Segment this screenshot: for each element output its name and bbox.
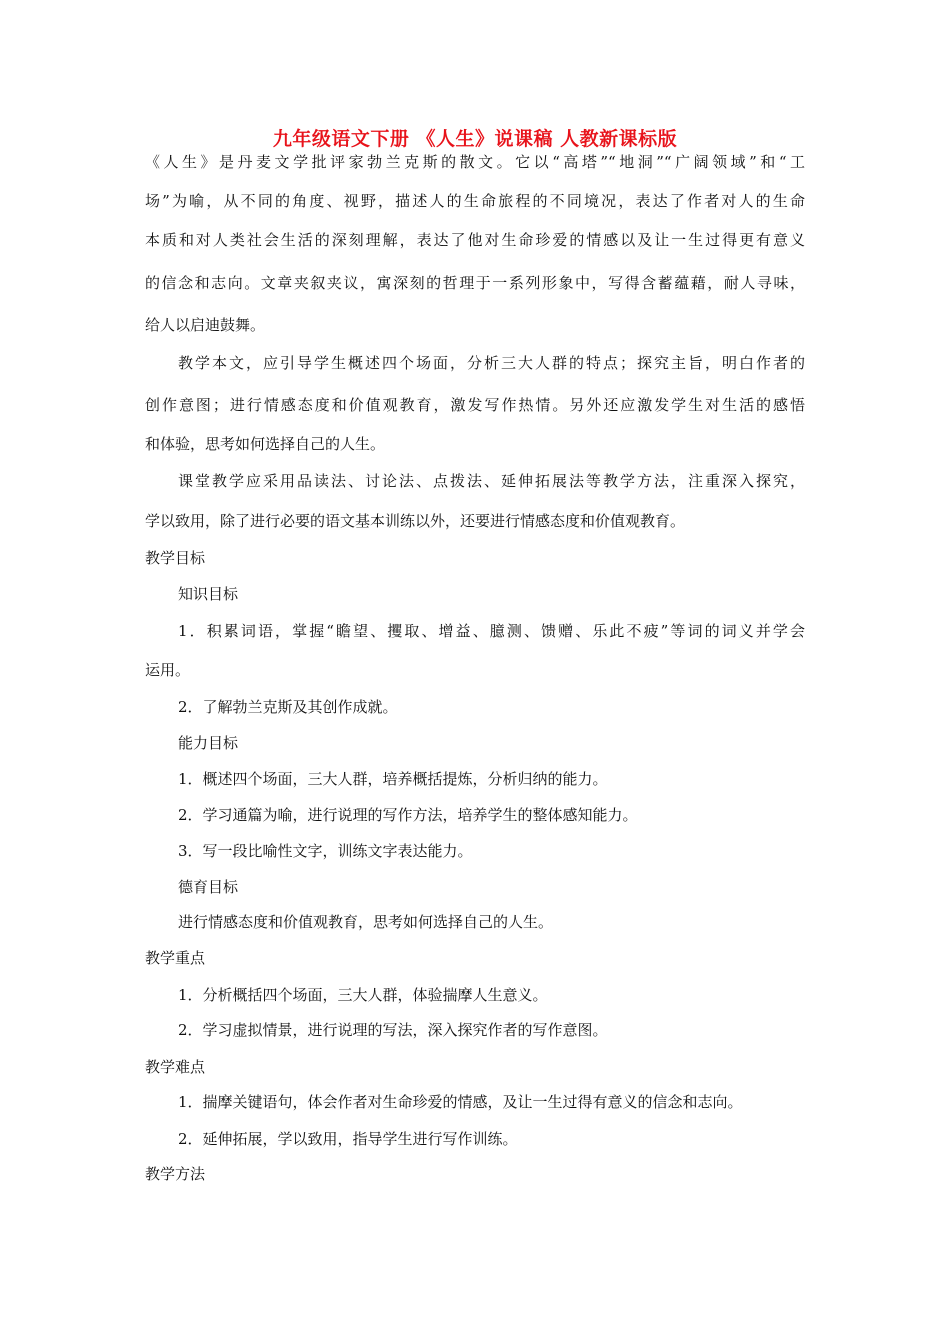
ability-item-3: 3．写一段比喻性文字，训练文字表达能力。 [178,842,473,860]
para2-line-3: 和体验，思考如何选择自己的人生。 [145,435,386,453]
para2-line-2: 创作意图；进行情感态度和价值观教育，激发写作热情。另外还应激发学生对生活的感悟 [145,396,805,414]
difficulty-1: 1．揣摩关键语句，体会作者对生命珍爱的情感，及让一生过得有意义的信念和志向。 [178,1093,743,1111]
intro-line-3: 本质和对人类社会生活的深刻理解，表达了他对生命珍爱的情感以及让一生过得更有意义 [145,231,805,249]
heading-moral-goals: 德育目标 [178,878,239,896]
knowledge-item-1-cont: 运用。 [145,661,191,679]
para2-line-1: 教学本文，应引导学生概述四个场面，分析三大人群的特点；探究主旨，明白作者的 [178,354,805,372]
intro-line-2: 场”为喻，从不同的角度、视野，描述人的生命旅程的不同境况，表达了作者对人的生命 [145,192,805,210]
heading-key-points: 教学重点 [145,949,206,967]
document-title: 九年级语文下册 《人生》说课稿 人教新课标版 [272,128,678,150]
ability-item-1: 1．概述四个场面，三大人群，培养概括提炼，分析归纳的能力。 [178,770,608,788]
key-point-2: 2．学习虚拟情景，进行说理的写法，深入探究作者的写作意图。 [178,1021,608,1039]
heading-knowledge-goals: 知识目标 [178,585,239,603]
heading-methods: 教学方法 [145,1165,206,1183]
para3-line-1: 课堂教学应采用品读法、讨论法、点拨法、延伸拓展法等教学方法，注重深入探究， [178,472,805,490]
key-point-1: 1．分析概括四个场面，三大人群，体验揣摩人生意义。 [178,986,548,1004]
knowledge-item-1: 1．积累词语，掌握“瞻望、攫取、增益、臆测、馈赠、乐此不疲”等词的词义并学会 [178,622,805,640]
ability-item-2: 2．学习通篇为喻，进行说理的写作方法，培养学生的整体感知能力。 [178,806,638,824]
heading-difficulties: 教学难点 [145,1058,206,1076]
heading-ability-goals: 能力目标 [178,734,239,752]
intro-line-4: 的信念和志向。文章夹叙夹议，寓深刻的哲理于一系列形象中，写得含蓄蕴藉，耐人寻味， [145,274,805,292]
intro-line-1: 《人生》是丹麦文学批评家勃兰克斯的散文。它以“高塔”“地洞”“广阔领域”和“工 [145,153,805,171]
difficulty-2: 2．延伸拓展，学以致用，指导学生进行写作训练。 [178,1130,518,1148]
knowledge-item-2: 2．了解勃兰克斯及其创作成就。 [178,698,398,716]
heading-goals: 教学目标 [145,549,206,567]
moral-item-1: 进行情感态度和价值观教育，思考如何选择自己的人生。 [178,913,554,931]
intro-line-5: 给人以启迪鼓舞。 [145,316,266,334]
para3-line-2: 学以致用，除了进行必要的语文基本训练以外，还要进行情感态度和价值观教育。 [145,512,686,530]
